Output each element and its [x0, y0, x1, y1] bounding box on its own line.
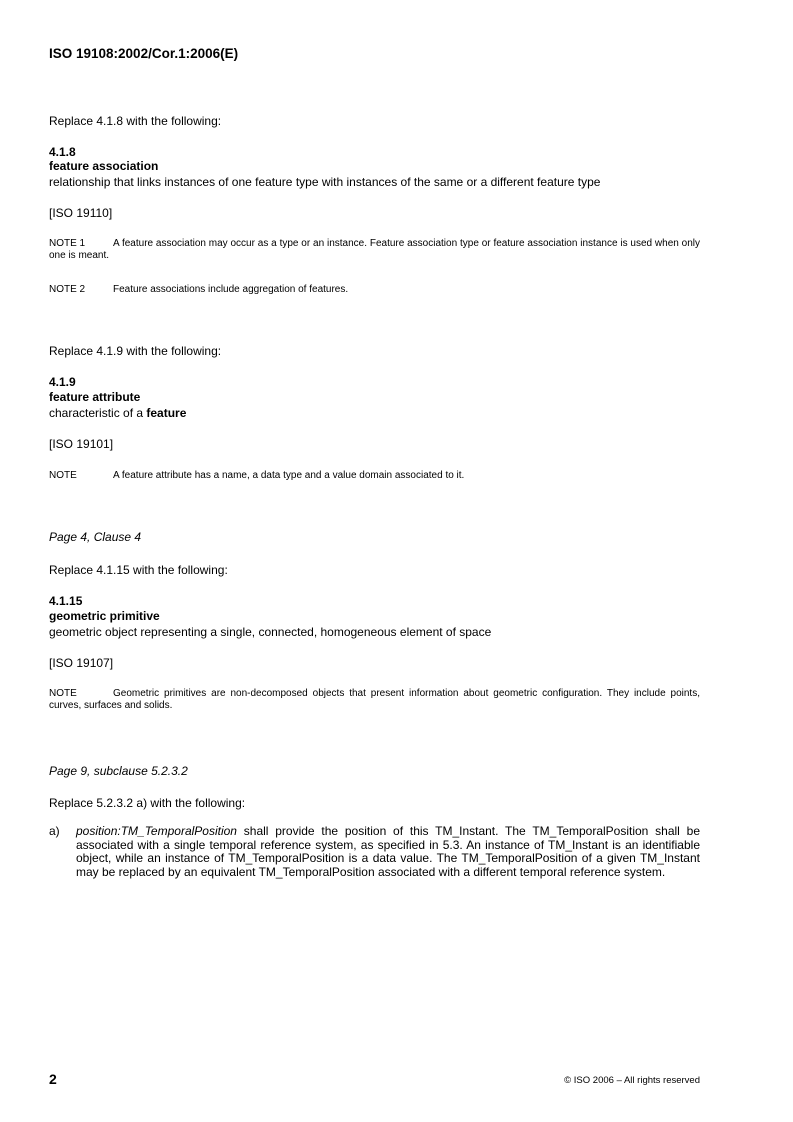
term-number-4-1-15: 4.1.15: [49, 594, 83, 608]
document-page: [49, 0, 700, 1122]
note-1-feature-association: [49, 238, 700, 262]
location-page-9: Page 9, subclause 5.2.3.2: [49, 764, 188, 778]
term-number-4-1-8: 4.1.8: [49, 145, 76, 159]
note-geometric-primitive: [49, 688, 700, 712]
definition-feature-attribute: [49, 406, 186, 420]
definition-geometric-primitive: geometric object representing a single, connected, homogeneous element of space: [49, 625, 492, 639]
instruction-5-2-3-2: Replace 5.2.3.2 a) with the following:: [49, 796, 246, 810]
list-item-a: [49, 825, 700, 880]
term-feature-attribute: feature attribute: [49, 390, 141, 404]
definition-link-term: feature: [146, 406, 187, 420]
definition-text: characteristic of a: [49, 406, 147, 420]
document-header: ISO 19108:2002/Cor.1:2006(E): [49, 46, 239, 61]
note-feature-attribute: [49, 470, 700, 482]
definition-feature-association: relationship that links instances of one feature type with instances of the same or a different feature type: [49, 175, 601, 189]
note-text: A feature association may occur as a type or an instance. Feature association type or feature association instance is used when only one is meant.: [49, 238, 700, 261]
source-iso-19101: [ISO 19101]: [49, 437, 114, 451]
list-item-text: [76, 825, 700, 880]
location-page-4: Page 4, Clause 4: [49, 530, 142, 544]
list-marker: a): [49, 824, 60, 838]
note-label: NOTE: [49, 688, 77, 699]
note-text: Feature associations include aggregation of features.: [113, 284, 349, 295]
attribute-description: shall provide the position of this TM_Instant. The TM_TemporalPosition shall be associated with a single temporal reference system, as specified in 5.3. An instance of TM_Instant is an identifiable object, while an instance of TM_TemporalPosition is a data value. The TM_TemporalPosition of a given TM_Instant may be replaced by an equivalent TM_TemporalPosition associated with a different temporal reference system.: [76, 824, 700, 880]
note-label: NOTE 1: [49, 238, 86, 249]
term-number-4-1-9: 4.1.9: [49, 375, 76, 389]
term-geometric-primitive: geometric primitive: [49, 609, 160, 623]
copyright-notice: © ISO 2006 – All rights reserved: [564, 1075, 700, 1086]
source-iso-19107: [ISO 19107]: [49, 656, 114, 670]
term-feature-association: feature association: [49, 159, 159, 173]
instruction-4-1-8: Replace 4.1.8 with the following:: [49, 114, 222, 128]
instruction-4-1-15: Replace 4.1.15 with the following:: [49, 563, 228, 577]
instruction-4-1-9: Replace 4.1.9 with the following:: [49, 344, 222, 358]
note-text: Geometric primitives are non-decomposed objects that present information about geometric configuration. They include points, curves, surfaces and solids.: [49, 688, 700, 711]
note-2-feature-association: [49, 284, 700, 296]
source-iso-19110: [ISO 19110]: [49, 206, 113, 220]
attribute-name: position:TM_TemporalPosition: [76, 824, 237, 838]
note-label: NOTE: [49, 470, 77, 481]
note-text: A feature attribute has a name, a data type and a value domain associated to it.: [113, 470, 465, 481]
page-number: 2: [49, 1071, 57, 1087]
note-label: NOTE 2: [49, 284, 86, 295]
